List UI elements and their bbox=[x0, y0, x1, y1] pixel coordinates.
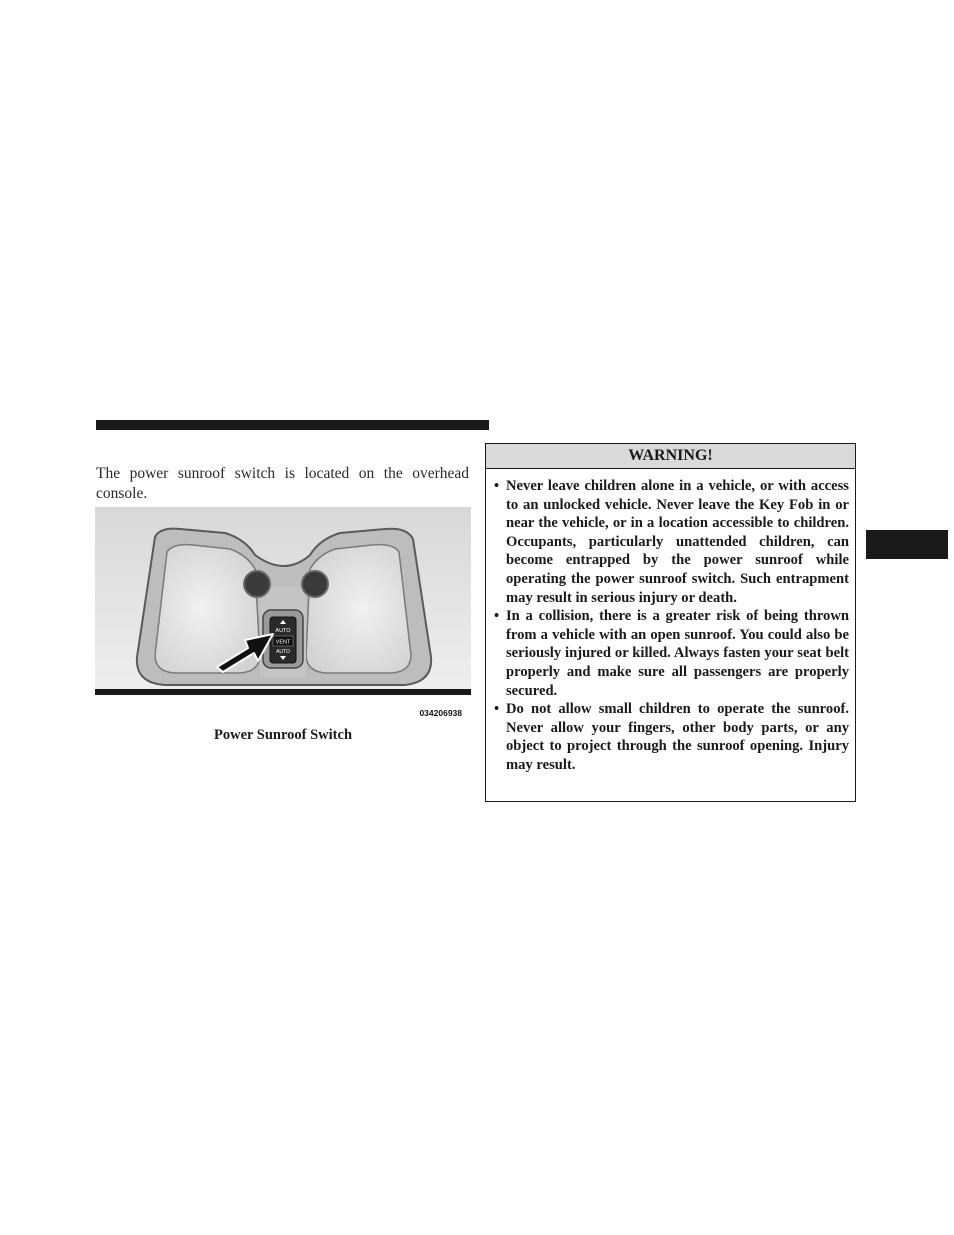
switch-label-top: AUTO bbox=[275, 628, 291, 634]
figure-code: 034206938 bbox=[419, 708, 462, 718]
chapter-tab bbox=[866, 530, 948, 559]
warning-item bbox=[494, 700, 849, 774]
warning-item bbox=[494, 607, 849, 700]
bullet-icon: • bbox=[494, 701, 500, 718]
intro-paragraph: The power sunroof switch is located on the overhead console. bbox=[96, 465, 469, 502]
bullet-icon: • bbox=[494, 608, 500, 625]
warning-item-text: In a collision, there is a greater risk of being thrown from a vehicle with an open sunroof. You could also be seriously injured or killed. Always fasten your seat belt properly and make sure all passengers are properly secured. bbox=[506, 608, 849, 699]
overhead-console-illustration bbox=[95, 507, 471, 720]
warning-item bbox=[494, 477, 849, 607]
warning-item-text: Do not allow small children to operate the sunroof. Never allow your fingers, other body parts, or any object to project through the sunroof opening. Injury may result. bbox=[506, 701, 849, 773]
warning-item-text: Never leave children alone in a vehicle, or with access to an unlocked vehicle. Never leave the Key Fob in or near the vehicle, or in a location accessible to children. Occupants, particularly unattended children, can become entrapped by the power sunroof while operating the power sunroof switch. Such entrapment may result in serious injury or death. bbox=[506, 478, 849, 606]
warning-box bbox=[485, 443, 856, 802]
figure-caption: Power Sunroof Switch bbox=[213, 727, 353, 743]
sunroof-switch-figure bbox=[95, 507, 471, 720]
warning-title: WARNING! bbox=[486, 444, 855, 469]
switch-label-middle: VENT bbox=[275, 639, 291, 646]
switch-label-bottom: AUTO bbox=[276, 649, 290, 655]
bullet-icon: • bbox=[494, 478, 500, 494]
section-rule bbox=[96, 420, 489, 430]
warning-list bbox=[486, 469, 855, 775]
